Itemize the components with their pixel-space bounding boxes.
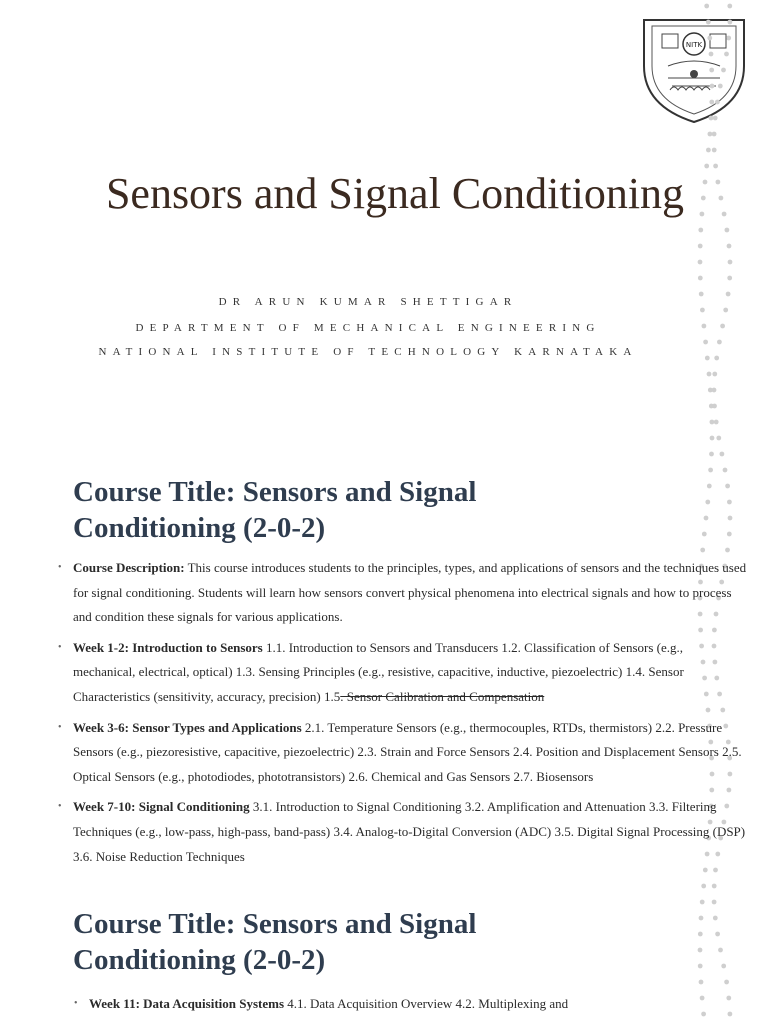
- decorative-dot: [726, 36, 731, 41]
- decorative-dot: [714, 420, 719, 425]
- author-name: DR ARUN KUMAR SHETTIGAR: [218, 296, 518, 308]
- course-content-list: [58, 556, 748, 875]
- decorative-dot: [698, 228, 703, 233]
- decorative-dot: [715, 932, 720, 937]
- decorative-dot: [718, 948, 723, 953]
- decorative-dot: [725, 228, 730, 233]
- decorative-dot: [712, 388, 717, 393]
- decorative-dot: [698, 244, 703, 249]
- decorative-dot: [698, 964, 703, 969]
- decorative-dot: [709, 52, 714, 57]
- decorative-dot: [709, 116, 714, 121]
- decorative-dot: [716, 436, 721, 441]
- decorative-dot: [718, 84, 723, 89]
- list-item: • Week 11: Data Acquisition Systems 4.1. Data Acquisition Overview 4.2. Multiplexing and: [74, 992, 764, 1017]
- list-item: • Week 1-2: Introduction to Sensors 1.1. Introduction to Sensors and Transducers 1.2. Classification of Sensors (e.g., mechanical, electrical, optical) 1.3. Sensing Principles (e.g., resistive, capacitive, inductive, piezoelectric) 1.4. Sensor Characteristics (sensitivity, accuracy, precision) 1.5. Sensor Calibration and Compensation: [58, 636, 748, 710]
- decorative-dot: [713, 116, 718, 121]
- decorative-dot: [723, 308, 728, 313]
- decorative-dot: [699, 980, 704, 985]
- decorative-dot: [700, 900, 705, 905]
- decorative-dot: [706, 148, 711, 153]
- decorative-dot: [706, 20, 711, 25]
- decorative-dot: [712, 884, 717, 889]
- decorative-dot: [707, 36, 712, 41]
- decorative-dot: [705, 500, 710, 505]
- decorative-dot: [710, 84, 715, 89]
- decorative-dot: [710, 420, 715, 425]
- decorative-dot: [728, 20, 733, 25]
- decorative-dot: [712, 132, 717, 137]
- decorative-dot: [727, 532, 732, 537]
- decorative-dot: [721, 68, 726, 73]
- decorative-dot: [724, 52, 729, 57]
- svg-text:NITK: NITK: [685, 41, 703, 49]
- decorative-dot: [703, 340, 708, 345]
- list-item: • Week 7-10: Signal Conditioning 3.1. Introduction to Signal Conditioning 3.2. Amplification and Attenuation 3.3. Filtering Techniques (e.g., low-pass, high-pass, band-pass) 3.4. Analog-to-Digital Conversion (ADC) 3.5. Digital Signal Processing (DSP) 3.6. Noise Reduction Techniques: [58, 795, 748, 869]
- slide-title: Sensors and Signal Conditioning: [105, 169, 685, 218]
- decorative-dot: [710, 436, 715, 441]
- decorative-dot: [727, 276, 732, 281]
- decorative-dot: [698, 276, 703, 281]
- decorative-dot: [712, 404, 717, 409]
- decorative-dot: [712, 148, 717, 153]
- decorative-dot: [698, 260, 703, 265]
- decorative-dot: [701, 884, 706, 889]
- course-title-heading-2: Course Title: Sensors and Signal Conditioning (2-0-2): [73, 908, 477, 976]
- decorative-dot: [712, 900, 717, 905]
- decorative-dot: [698, 948, 703, 953]
- decorative-dot: [717, 340, 722, 345]
- decorative-dot: [713, 916, 718, 921]
- decorative-dot: [707, 484, 712, 489]
- decorative-dot: [724, 980, 729, 985]
- decorative-dot: [699, 916, 704, 921]
- decorative-dot: [720, 452, 725, 457]
- decorative-dot: [698, 932, 703, 937]
- decorative-dot: [712, 372, 717, 377]
- course-title-heading: Course Title: Sensors and Signal Conditioning (2-0-2): [73, 476, 477, 544]
- decorative-dot: [704, 516, 709, 521]
- list-item: • Week 3-6: Sensor Types and Applications 2.1. Temperature Sensors (e.g., thermocouples, RTDs, thermistors) 2.2. Pressure Sensors (e.g., piezoresistive, capacitive, piezoelectric) 2.3. Strain and Force Sensors 2.4. Position and Displacement Sensors 2.5. Optical Sensors (e.g., photodiodes, phototransistors) 2.6. Chemical and Gas Sensors 2.7. Biosensors: [58, 716, 748, 790]
- decorative-dot: [727, 4, 732, 9]
- list-item: • Course Description: This course introduces students to the principles, types, and applications of sensors and the techniques used for signal conditioning. Students will learn how sensors convert physical phenomena into electrical signals and how to process and condition these signals for various applications.: [58, 556, 748, 630]
- decorative-dot: [707, 372, 712, 377]
- decorative-dot: [708, 468, 713, 473]
- decorative-dot: [700, 548, 705, 553]
- course-content-list-2: [74, 992, 764, 1023]
- decorative-dot: [709, 68, 714, 73]
- decorative-dot: [725, 548, 730, 553]
- decorative-dot: [700, 308, 705, 313]
- decorative-dot: [728, 516, 733, 521]
- decorative-dot: [704, 4, 709, 9]
- decorative-dot: [727, 500, 732, 505]
- decorative-dot: [702, 532, 707, 537]
- decorative-dot: [709, 452, 714, 457]
- decorative-dot: [708, 132, 713, 137]
- decorative-dot: [715, 100, 720, 105]
- decorative-dot: [728, 260, 733, 265]
- decorative-dot: [709, 100, 714, 105]
- institute-name: NATIONAL INSTITUTE OF TECHNOLOGY KARNATAKA: [98, 346, 638, 358]
- decorative-dot: [727, 244, 732, 249]
- decorative-dot: [723, 468, 728, 473]
- decorative-dot: [721, 964, 726, 969]
- decorative-dot: [725, 484, 730, 489]
- department-name: DEPARTMENT OF MECHANICAL ENGINEERING: [135, 322, 601, 334]
